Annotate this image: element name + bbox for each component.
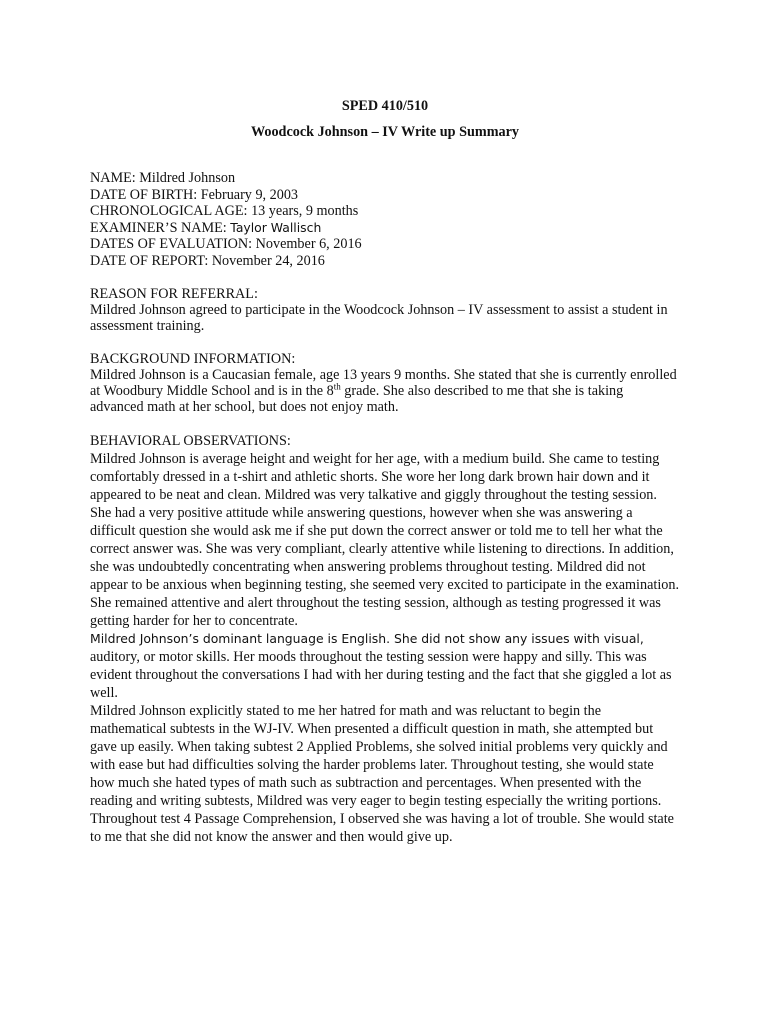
referral-text: Mildred Johnson agreed to participate in the Woodcock Johnson – IV assessment to assist a student in assessment training. — [90, 302, 668, 334]
background-text-end: grade. She also described to me that she is taking advanced math at her school, but does not enjoy math. — [90, 383, 624, 415]
dob-value: February 9, 2003 — [200, 186, 299, 203]
background-text-start: Mildred Johnson is a Caucasian female, age 13 years 9 months. She stated that she is currently enrolled at Woodbury Middle School and is in the 8 — [90, 367, 677, 399]
language-sentence: Mildred Johnson’s dominant language is English. She did not show any issues with visual, — [90, 631, 644, 646]
behavioral-paragraph-2 — [90, 630, 680, 702]
course-code: SPED 410/510 — [341, 98, 429, 114]
behavioral-paragraph-2-rest: auditory, or motor skills. Her moods throughout the testing session were happy and silly. This was evident throughout the conversations I had with her during testing and the fact that she giggled a lot as well. — [90, 649, 672, 701]
behavioral-heading: BEHAVIORAL OBSERVATIONS: — [90, 433, 291, 449]
referral-section — [90, 286, 680, 334]
name-value: Mildred Johnson — [139, 170, 236, 186]
examiner-row — [90, 220, 680, 237]
grade-superscript: th — [333, 381, 341, 392]
background-text — [90, 367, 680, 415]
name-label: NAME: — [90, 170, 136, 186]
background-section — [90, 351, 680, 415]
evaluation-date-row — [90, 236, 680, 253]
dob-row — [90, 187, 680, 204]
name-row — [90, 170, 680, 187]
student-info-block — [90, 170, 680, 269]
examiner-value: Taylor Wallisch — [230, 219, 322, 235]
age-label: CHRONOLOGICAL AGE: — [90, 203, 248, 219]
evaluation-date-value: November 6, 2016 — [255, 236, 362, 252]
examiner-label: EXAMINER’S NAME: — [90, 219, 227, 236]
dob-label: DATE OF BIRTH: — [90, 186, 198, 203]
background-heading: BACKGROUND INFORMATION: — [90, 351, 296, 367]
report-date-row — [90, 253, 680, 270]
age-row — [90, 203, 380, 220]
referral-heading: REASON FOR REFERRAL: — [90, 286, 258, 302]
behavioral-paragraph-3: Mildred Johnson explicitly stated to me her hatred for math and was reluctant to begin the mathematical subtests in the WJ-IV. When presented a difficult question in math, she attempted but gave up easily. When taking subtest 2 Applied Problems, she solved initial problems very quickly and with ease but had difficulties solving the harder problems later. Throughout testing, she would state how much she hated types of math such as subtraction and percentages. When presented with the reading and writing subtests, Mildred was very eager to begin testing especially the writing portions. Throughout test 4 Passage Comprehension, I observed she was having a lot of trouble. She would state to me that she did not know the answer and then would give up. — [90, 703, 674, 845]
document-title: Woodcock Johnson – IV Write up Summary — [250, 124, 520, 140]
behavioral-paragraph-1: Mildred Johnson is average height and weight for her age, with a medium build. She came to testing comfortably dressed in a t-shirt and athletic shorts. She wore her long dark brown hair down and it appeared to be neat and clean. Mildred was very talkative and giggly throughout the testing session. She had a very positive attitude while answering questions, however when she was answering a difficult question she would ask me if she put down the correct answer or told me to tell her what the correct answer was. She was very compliant, clearly attentive while listening to directions. In addition, she was undoubtedly concentrating when answering problems throughout testing. Mildred did not appear to be anxious when beginning testing, she seemed very excited to participate in the examination. She remained attentive and alert throughout the testing session, although as testing progressed it was getting harder for her to concentrate. — [90, 451, 679, 629]
behavioral-section — [90, 432, 680, 846]
report-date-value: November 24, 2016 — [211, 252, 325, 269]
age-value: 13 years, 9 months — [251, 203, 359, 219]
report-date-label: DATE OF REPORT: — [90, 252, 209, 269]
document-page — [90, 96, 680, 846]
evaluation-date-label: DATES OF EVALUATION: — [90, 236, 253, 252]
